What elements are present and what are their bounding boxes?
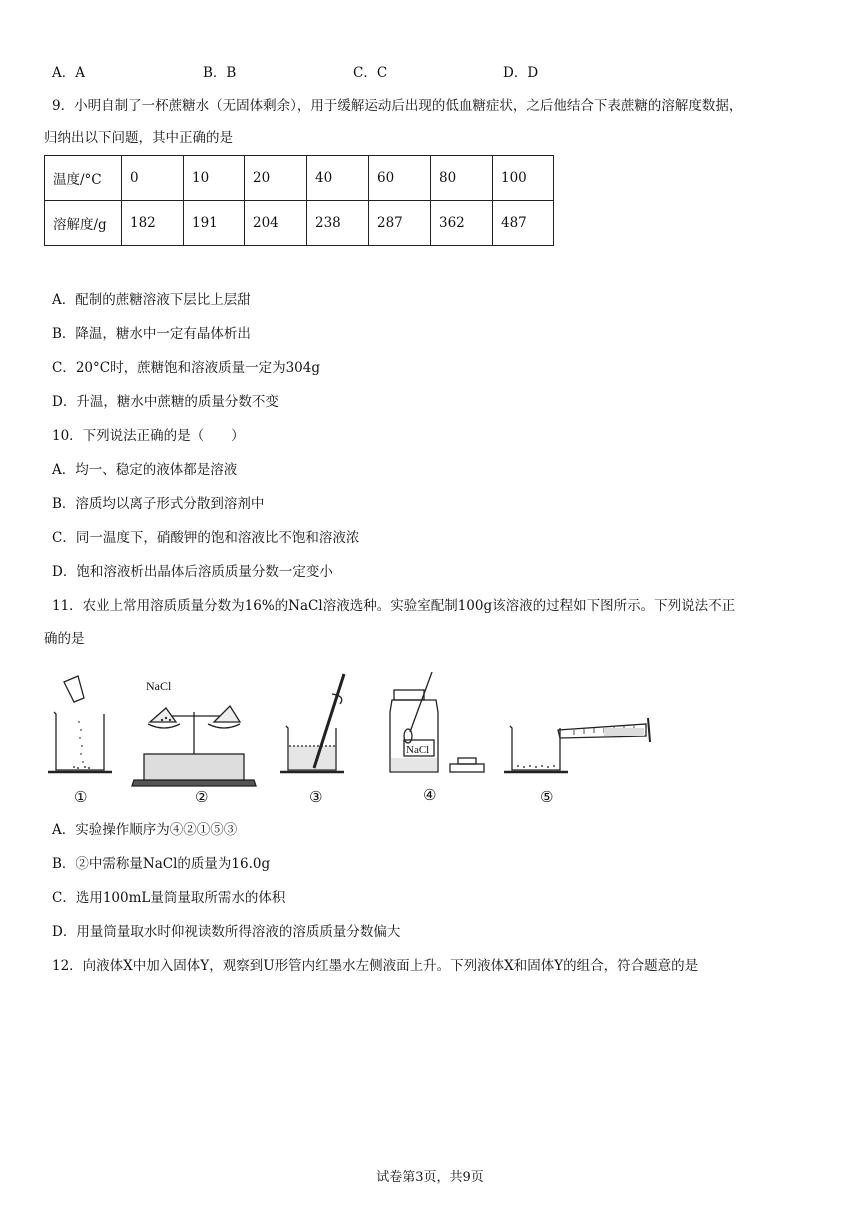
q8-option-b: B．B [203,65,237,81]
q8-option-c: C．C [353,65,388,81]
lab-procedure-figure [44,672,664,812]
q11-option-b: B．②中需称量NaCl的质量为16.0g [52,856,271,872]
table-cell: 182 [122,201,184,246]
q9-stem-line1: 9．小明自制了一杯蔗糖水（无固体剩余），用于缓解运动后出现的低血糖症状，之后他结合下表蔗糖的溶解度数据， [52,98,743,114]
step-label-3: ③ [309,788,323,806]
q10-option-d: D．饱和溶液析出晶体后溶质质量分数一定变小 [52,564,333,580]
step-label-4: ④ [423,786,437,804]
solubility-table [44,155,554,246]
q11-option-a: A．实验操作顺序为④②①⑤③ [52,822,238,838]
table-cell: 20 [245,156,307,201]
q10-option-b: B．溶质均以离子形式分散到溶剂中 [52,496,265,512]
table-cell: 40 [307,156,369,201]
q10-stem: 10．下列说法正确的是（ ） [52,428,245,444]
q10-option-a: A．均一、稳定的液体都是溶液 [52,462,238,478]
step2-balance [132,679,256,786]
q11-stem-line2: 确的是 [44,631,85,647]
step-label-1: ① [74,788,88,806]
q9-option-d: D．升温，糖水中蔗糖的质量分数不变 [52,394,279,410]
q9-option-c: C．20°C时，蔗糖饱和溶液质量一定为304g [52,360,320,376]
q11-option-c: C．选用100mL量筒量取所需水的体积 [52,890,286,906]
step5-cylinder-pouring [504,718,650,772]
q9-option-a: A．配制的蔗糖溶液下层比上层甜 [52,292,251,308]
step-label-5: ⑤ [540,788,554,806]
table-row [45,156,554,201]
table-cell: 0 [122,156,184,201]
table-cell: 487 [493,201,554,246]
q9-option-b: B．降温，糖水中一定有晶体析出 [52,326,251,342]
table-cell: 362 [431,201,493,246]
step1-beaker-pouring [48,676,112,772]
table-cell: 100 [493,156,554,201]
q9-stem-line2: 归纳出以下问题，其中正确的是 [44,130,233,146]
table-header-cell: 溶解度/g [45,201,122,246]
table-row [45,201,554,246]
q8-option-a: A．A [52,65,85,81]
step4-reagent-jar [390,672,484,772]
table-cell: 287 [369,201,431,246]
q12-stem: 12．向液体X中加入固体Y，观察到U形管内红墨水左侧液面上升。下列液体X和固体Y的组合，符合题意的是 [52,958,699,974]
table-cell: 10 [184,156,245,201]
table-cell: 238 [307,201,369,246]
step-label-2: ② [195,788,209,806]
q10-option-c: C．同一温度下，硝酸钾的饱和溶液比不饱和溶液浓 [52,530,360,546]
jar-nacl-label: NaCl [406,744,430,756]
table-cell: 191 [184,201,245,246]
q11-option-d: D．用量筒量取水时仰视读数所得溶液的溶质质量分数偏大 [52,924,401,940]
table-cell: 60 [369,156,431,201]
table-cell: 204 [245,201,307,246]
q11-stem-line1: 11．农业上常用溶质质量分数为16%的NaCl溶液选种。实验室配制100g该溶液的过程如下图所示。下列说法不正 [52,598,736,614]
page-footer: 试卷第3页，共9页 [376,1170,484,1185]
table-header-cell: 温度/°C [45,156,122,201]
table-cell: 80 [431,156,493,201]
q8-option-d: D．D [503,65,539,81]
balance-nacl-label: NaCl [146,679,172,693]
step3-stirring [280,674,344,772]
q8-options [0,61,860,81]
